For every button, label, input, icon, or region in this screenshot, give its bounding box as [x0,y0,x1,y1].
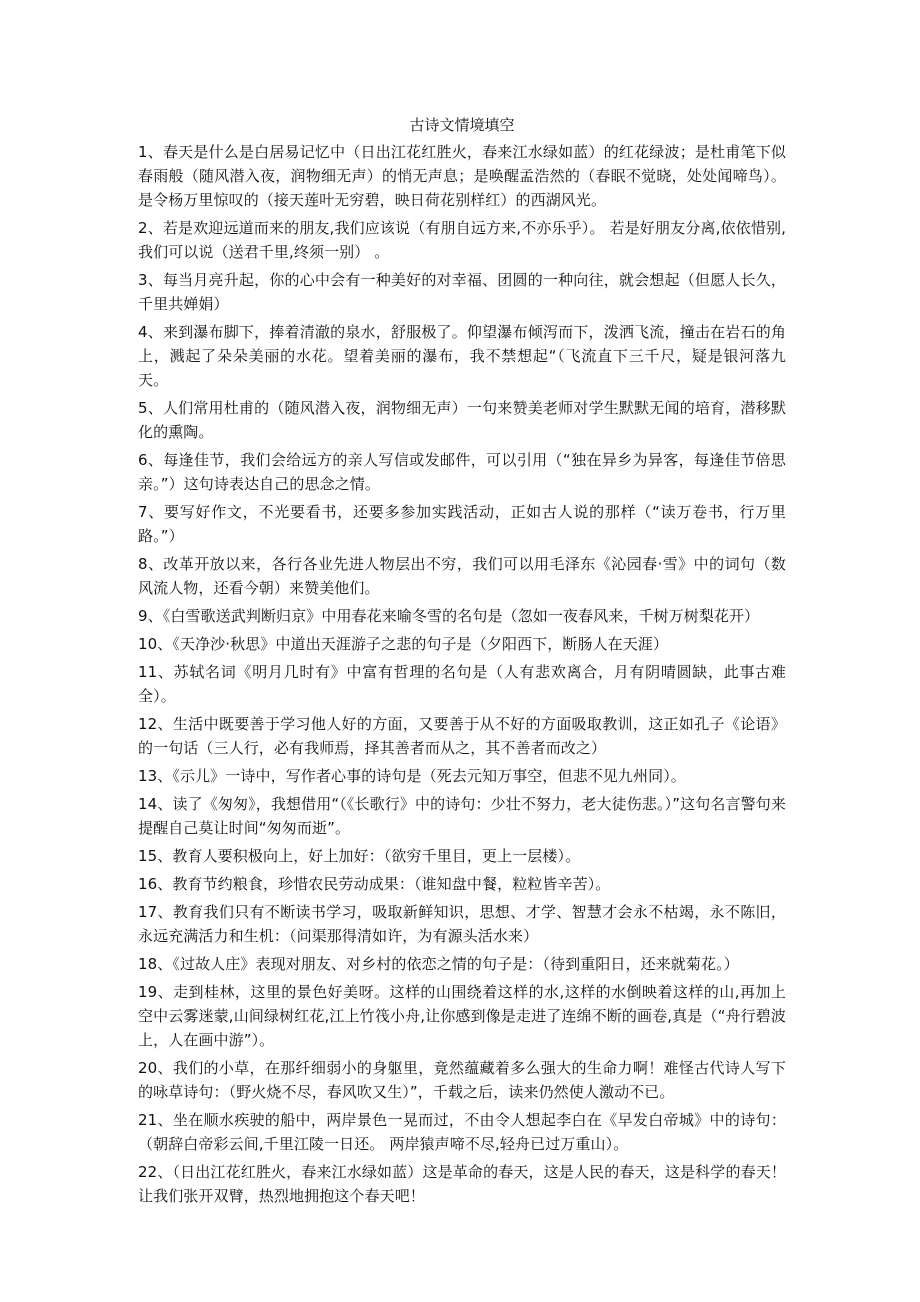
question-item: 21、坐在顺水疾驶的船中，两岸景色一晃而过，不由令人想起李白在《早发白帝城》中的诗句：（朝辞白帝彩云间,千里江陵一日还。 两岸猿声啼不尽,轻舟已过万重山）。 [138,1111,786,1153]
question-item: 6、每逢佳节，我们会给远方的亲人写信或发邮件，可以引用（“独在异乡为异客，每逢佳节倍思亲。”）这句诗表达自己的思念之情。 [138,451,786,493]
question-item: 16、教育节约粮食，珍惜农民劳动成果：（谁知盘中餐，粒粒皆辛苦）。 [138,875,611,893]
question-item: 18、《过故人庄》表现对朋友、对乡村的依恋之情的句子是：（待到重阳日，还来就菊花。） [138,955,739,973]
question-item: 7、要写好作文，不光要看书，还要多参加实践活动，正如古人说的那样（“读万卷书，行万里路。”） [138,503,786,545]
question-item: 22、（日出江花红胜火，春来江水绿如蓝）这是革命的春天，这是人民的春天，这是科学的春天！让我们张开双臂，热烈地拥抱这个春天吧！ [138,1163,786,1205]
question-item: 3、每当月亮升起，你的心中会有一种美好的对幸福、团圆的一种向往，就会想起（但愿人长久，千里共婵娟） [138,271,786,313]
document-page [138,112,786,1212]
question-item: 8、改革开放以来，各行各业先进人物层出不穷，我们可以用毛泽东《沁园春·雪》中的词句（数风流人物，还看今朝）来赞美他们。 [138,555,786,597]
question-item: 17、教育我们只有不断读书学习，吸取新鲜知识，思想、才学、智慧才会永不枯竭，永不陈旧，永远充满活力和生机：（问渠那得清如许，为有源头活水来） [138,903,786,945]
question-item: 15、教育人要积极向上，好上加好：（欲穷千里目，更上一层楼）。 [138,847,581,865]
question-item: 1、春天是什么是白居易记忆中（日出江花红胜火，春来江水绿如蓝）的红花绿波；是杜甫笔下似春雨般（随风潜入夜，润物细无声）的悄无声息；是唤醒孟浩然的（春眠不觉晓，处处闻啼鸟）。 是令杨万里惊叹的（接天莲叶无穷碧，映日荷花别样红）的西湖风光。 [138,143,786,209]
question-item: 10、《天净沙·秋思》中道出天涯游子之悲的句子是（夕阳西下，断肠人在天涯） [138,635,669,653]
question-item: 12、生活中既要善于学习他人好的方面，又要善于从不好的方面吸取教训，这正如孔子《论语》的一句话（三人行，必有我师焉，择其善者而从之，其不善者而改之） [138,715,786,757]
question-item: 2、若是欢迎远道而来的朋友,我们应该说（有朋自远方来,不亦乐乎）。 若是好朋友分离,依依惜别,我们可以说（送君千里,终须一别） 。 [138,219,786,261]
question-item: 4、来到瀑布脚下，捧着清澈的泉水，舒服极了。仰望瀑布倾泻而下，泼洒飞流，撞击在岩石的角上，溅起了朵朵美丽的水花。望着美丽的瀑布，我不禁想起“（飞流直下三千尺，疑是银河落九天。 [138,323,786,389]
question-list [138,140,786,1208]
question-item: 19、走到桂林，这里的景色好美呀。这样的山围绕着这样的水,这样的水倒映着这样的山,再加上空中云雾迷蒙,山间绿树红花,江上竹筏小舟,让你感到像是走进了连绵不断的画卷,真是（“舟行碧波上，人在画中游”）。 [138,983,786,1049]
document-title: 古诗文情境填空 [409,116,515,134]
question-item: 9、《白雪歌送武判断归京》中用春花来喻冬雪的名句是（忽如一夜春风来，千树万树梨花开） [138,607,760,625]
question-item: 11、苏轼名词《明月几时有》中富有哲理的名句是（人有悲欢离合，月有阴晴圆缺，此事古难全）。 [138,663,786,705]
question-item: 5、人们常用杜甫的（随风潜入夜，润物细无声）一句来赞美老师对学生默默无闻的培育，潜移默化的熏陶。 [138,399,786,441]
question-item: 20、我们的小草，在那纤细弱小的身躯里，竟然蕴藏着多么强大的生命力啊！难怪古代诗人写下的咏草诗句：（野火烧不尽，春风吹又生）”，千载之后，读来仍然使人激动不已。 [138,1059,786,1101]
question-item: 14、读了《匆匆》，我想借用“（《长歌行》中的诗句：少壮不努力，老大徒伤悲。）”这句名言警句来提醒自己莫让时间“匆匆而逝”。 [138,795,786,837]
question-item: 13、《示儿》一诗中，写作者心事的诗句是（死去元知万事空，但悲不见九州同）。 [138,767,686,785]
